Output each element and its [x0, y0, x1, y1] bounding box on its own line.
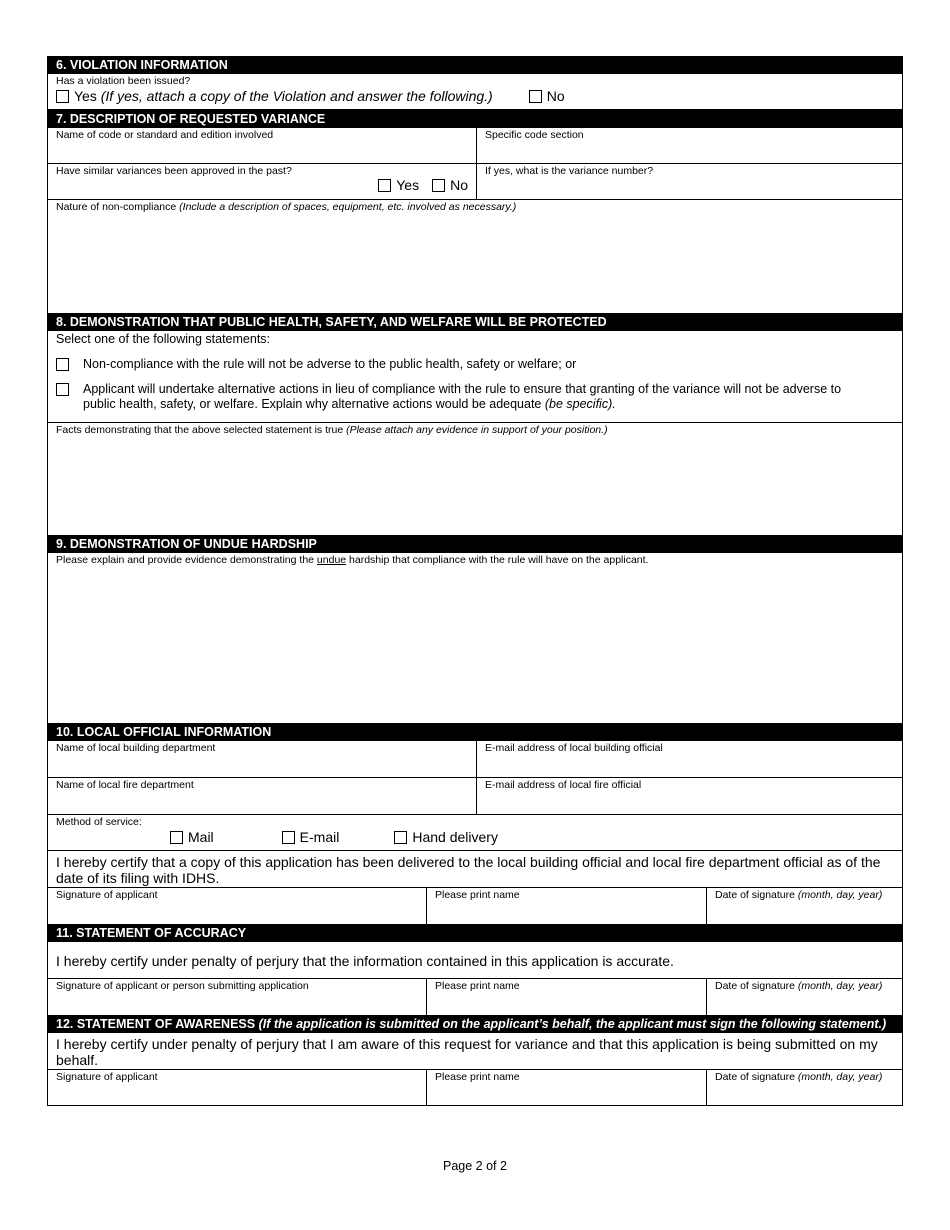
statements-row	[48, 331, 902, 423]
s11-print-name-label: Please print name	[435, 980, 520, 992]
facts-label: Facts demonstrating that the above selected statement is true	[56, 424, 344, 436]
facts-note: (Please attach any evidence in support of your position.)	[346, 424, 608, 436]
method-email-option[interactable]	[282, 829, 340, 845]
facts-field[interactable]	[48, 423, 902, 535]
statement-2-text: Applicant will undertake alternative actions in lieu of compliance with the rule to ensure that granting of the variance will not be adverse to public health, safety, or welfare. Explain why alternative actions would be adequate	[83, 382, 842, 411]
select-statement-label: Select one of the following statements:	[56, 332, 271, 346]
s10-signature-label: Signature of applicant	[56, 889, 158, 901]
s12-date-note: (month, day, year)	[797, 1071, 883, 1083]
method-mail-label: Mail	[188, 829, 214, 845]
fire-dept-label: Name of local fire department	[56, 779, 194, 791]
s10-date-note: (month, day, year)	[797, 889, 883, 901]
code-section-label: Specific code section	[485, 129, 584, 141]
certify-delivery-text: I hereby certify that a copy of this application has been delivered to the local building official and local fire department official as of the date of its filing with IDHS.	[56, 854, 881, 886]
similar-no-option[interactable]	[432, 177, 468, 193]
method-hand-label: Hand delivery	[412, 829, 498, 845]
section-6-title: 6. VIOLATION INFORMATION	[56, 58, 228, 72]
s11-date-field[interactable]	[706, 979, 902, 1015]
variance-number-field[interactable]	[476, 164, 902, 199]
accuracy-text: I hereby certify under penalty of perjury that the information contained in this application is accurate.	[56, 952, 674, 969]
fire-dept-field[interactable]	[48, 778, 476, 814]
method-cell	[48, 815, 902, 850]
similar-variance-label: Have similar variances been approved in the past?	[56, 165, 292, 177]
code-name-label: Name of code or standard and edition involved	[56, 129, 274, 141]
method-email-checkbox[interactable]	[282, 831, 295, 844]
section-9-title: 9. DEMONSTRATION OF UNDUE HARDSHIP	[56, 537, 317, 551]
method-row	[48, 815, 902, 851]
hardship-text-before: Please explain and provide evidence demonstrating the	[56, 554, 317, 566]
hardship-row	[48, 553, 902, 723]
statement-option-2[interactable]	[48, 382, 902, 412]
fire-email-label: E-mail address of local fire official	[485, 779, 642, 791]
s10-print-name-label: Please print name	[435, 889, 520, 901]
violation-question: Has a violation been issued?	[56, 75, 191, 87]
violation-no-option[interactable]	[529, 88, 565, 104]
section-11-header	[48, 924, 902, 942]
hardship-field[interactable]	[48, 553, 902, 723]
variance-application-form	[47, 56, 903, 1106]
similar-variance-row	[48, 164, 902, 200]
facts-row	[48, 423, 902, 535]
statement-1-text: Non-compliance with the rule will not be adverse to the public health, safety or welfare; or	[83, 357, 577, 371]
certify-delivery-row	[48, 851, 902, 888]
s11-signature-label: Signature of applicant or person submitting application	[56, 980, 309, 992]
section-7-title: 7. DESCRIPTION OF REQUESTED VARIANCE	[56, 112, 326, 126]
code-section-field[interactable]	[476, 128, 902, 163]
s10-print-name-field[interactable]	[426, 888, 706, 924]
section-12-title: 12. STATEMENT OF AWARENESS	[56, 1017, 256, 1031]
s10-date-field[interactable]	[706, 888, 902, 924]
section-12-note: (If the application is submitted on the applicant’s behalf, the applicant must sign the following statement.)	[258, 1017, 887, 1031]
method-label: Method of service:	[56, 816, 142, 828]
hardship-text-underline: undue	[316, 554, 347, 566]
code-name-field[interactable]	[48, 128, 476, 163]
method-mail-checkbox[interactable]	[170, 831, 183, 844]
s12-signature-row	[48, 1070, 902, 1106]
s10-signature-field[interactable]	[48, 888, 426, 924]
section-10-header	[48, 723, 902, 741]
s12-signature-field[interactable]	[48, 1070, 426, 1105]
similar-yes-checkbox[interactable]	[378, 179, 391, 192]
violation-yes-option[interactable]	[56, 88, 493, 104]
section-6-header	[48, 56, 902, 74]
similar-yes-label: Yes	[396, 177, 420, 193]
variance-number-label: If yes, what is the variance number?	[485, 165, 654, 177]
similar-yes-option[interactable]	[378, 177, 419, 193]
statement-option-1[interactable]	[48, 357, 902, 372]
s11-date-label: Date of signature	[715, 980, 795, 992]
method-hand-option[interactable]	[394, 829, 498, 845]
section-7-header	[48, 110, 902, 128]
nature-label: Nature of non-compliance	[56, 201, 177, 213]
similar-no-checkbox[interactable]	[432, 179, 445, 192]
s10-signature-row	[48, 888, 902, 924]
section-10-title: 10. LOCAL OFFICIAL INFORMATION	[56, 725, 272, 739]
statement-1-checkbox[interactable]	[56, 358, 69, 371]
s10-date-label: Date of signature	[715, 889, 795, 901]
fire-dept-row	[48, 778, 902, 815]
s12-date-field[interactable]	[706, 1070, 902, 1105]
s12-date-label: Date of signature	[715, 1071, 795, 1083]
building-dept-row	[48, 741, 902, 778]
statement-2-checkbox[interactable]	[56, 383, 69, 396]
s11-print-name-field[interactable]	[426, 979, 706, 1015]
building-dept-label: Name of local building department	[56, 742, 216, 754]
violation-no-checkbox[interactable]	[529, 90, 542, 103]
nature-row	[48, 200, 902, 313]
violation-row	[48, 74, 902, 110]
section-8-title: 8. DEMONSTRATION THAT PUBLIC HEALTH, SAFETY, AND WELFARE WILL BE PROTECTED	[56, 315, 607, 329]
building-email-field[interactable]	[476, 741, 902, 777]
violation-yes-checkbox[interactable]	[56, 90, 69, 103]
s12-signature-label: Signature of applicant	[56, 1071, 158, 1083]
method-mail-option[interactable]	[170, 829, 214, 845]
s12-print-name-label: Please print name	[435, 1071, 520, 1083]
similar-no-label: No	[450, 177, 468, 193]
section-11-title: 11. STATEMENT OF ACCURACY	[56, 926, 247, 940]
nature-field[interactable]	[48, 200, 902, 313]
s11-signature-row	[48, 979, 902, 1015]
violation-cell	[48, 74, 902, 109]
statement-2-note: (be specific).	[544, 397, 616, 411]
awareness-row	[48, 1033, 902, 1070]
s11-signature-field[interactable]	[48, 979, 426, 1015]
s12-print-name-field[interactable]	[426, 1070, 706, 1105]
building-dept-field[interactable]	[48, 741, 476, 777]
nature-note: (Include a description of spaces, equipment, etc. involved as necessary.)	[179, 201, 517, 213]
accuracy-row	[48, 942, 902, 979]
section-9-header	[48, 535, 902, 553]
violation-yes-label: Yes	[74, 88, 97, 104]
page-number: Page 2 of 2	[443, 1159, 507, 1173]
method-hand-checkbox[interactable]	[394, 831, 407, 844]
section-12-header	[48, 1015, 902, 1033]
s11-date-note: (month, day, year)	[797, 980, 883, 992]
code-row	[48, 128, 902, 164]
section-8-header	[48, 313, 902, 331]
violation-no-label: No	[546, 88, 565, 104]
violation-yes-note: (If yes, attach a copy of the Violation and answer the following.)	[100, 88, 493, 104]
fire-email-field[interactable]	[476, 778, 902, 814]
awareness-text: I hereby certify under penalty of perjury that I am aware of this request for variance and that this application is being submitted on my behalf.	[56, 1035, 878, 1068]
similar-variance-cell	[48, 164, 476, 199]
hardship-text-after: hardship that compliance with the rule will have on the applicant.	[346, 554, 649, 566]
method-email-label: E-mail	[299, 829, 340, 845]
building-email-label: E-mail address of local building official	[485, 742, 663, 754]
